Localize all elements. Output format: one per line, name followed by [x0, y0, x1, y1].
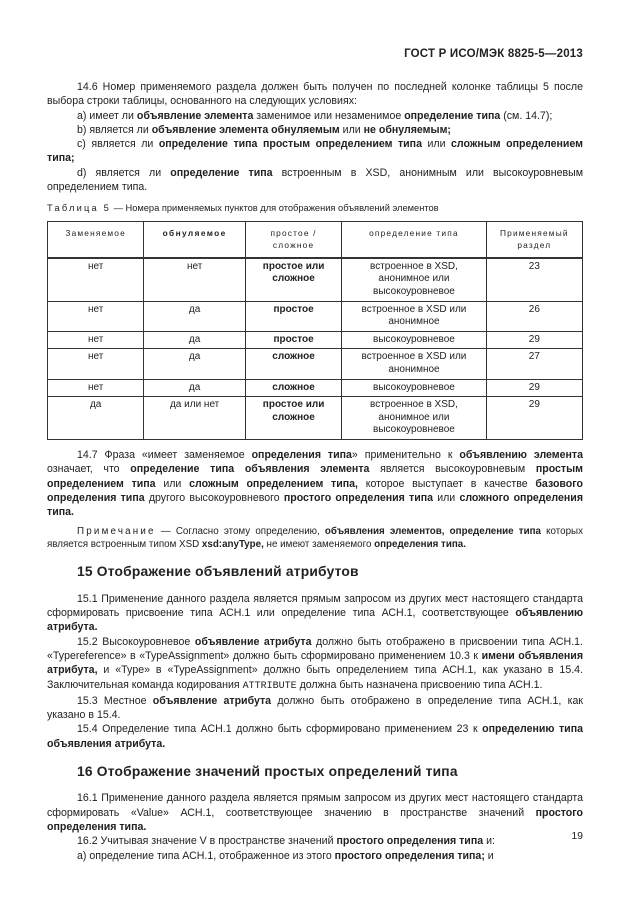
para-16-1: 16.1 Применение данного раздела является прямым запросом из других мест настоящего стандарта сформировать «Value» АСН.1, соответствующее значению в пространстве значений простого определения типа.	[47, 792, 583, 833]
table-cell: 23	[486, 258, 582, 301]
table-cell: да	[144, 379, 246, 397]
para-15-2: 15.2 Высокоуровневое объявление атрибута должно быть отображено в присвоении типа АСН.1. «Typereference» в «TypeAssignment» должно быть сформировано применением 10.3 к имени объявления атрибута, и «Type» в «TypeAssignment» должно быть определением типа АСН.1, как указано в 15.4. Заключительная команда кодирования ATTRIBUTE должна быть назначена присвоению типа АСН.1.	[47, 635, 583, 692]
section-heading-15: 15 Отображение объявлений атрибутов	[77, 564, 359, 580]
table-cell: нет	[48, 379, 144, 397]
para-15-3: 15.3 Местное объявление атрибута должно быть отображено в определение типа АСН.1, как указано в 15.4.	[47, 694, 583, 722]
table-cell: нет	[48, 349, 144, 379]
table-cell: простое или сложное	[245, 397, 341, 440]
table-row	[48, 331, 583, 349]
para-14-6: 14.6 Номер применяемого раздела должен быть получен по последней колонке таблицы 5 после выбора строки таблицы, основанного на следующих условиях:	[47, 81, 583, 108]
table-row	[48, 379, 583, 397]
table-row	[48, 349, 583, 379]
table-cell: нет	[48, 258, 144, 301]
table-cell: да	[144, 349, 246, 379]
table-cell: 29	[486, 331, 582, 349]
page-header: ГОСТ Р ИСО/МЭК 8825-5—2013	[404, 48, 583, 60]
table-cell: простое	[245, 301, 341, 331]
para-15-1: 15.1 Применение данного раздела является прямым запросом из других мест настоящего стандарта сформировать присвоение типа АСН.1 или определение типа АСН.1, соответствующее объявлению атрибута.	[47, 592, 583, 634]
col-header: обнуляемое	[144, 221, 246, 258]
table-cell: 27	[486, 349, 582, 379]
condition-a: а) имеет ли объявление элемента заменимое или незаменимое определение типа (см. 14.7);	[77, 109, 553, 122]
condition-c: с) является ли определение типа простым определением типа или сложным определением типа;	[47, 138, 583, 165]
table-cell: встроенное в XSD, анонимное или высокоуровневое	[342, 397, 486, 440]
para-16-2: 16.2 Учитывая значение V в пространстве значений простого определения типа и:	[77, 835, 495, 848]
table-cell: сложное	[245, 379, 341, 397]
table-cell: нет	[144, 258, 246, 301]
condition-b: b) является ли объявление элемента обнуляемым или не обнуляемым;	[77, 123, 451, 136]
table-caption: Таблица 5 — Номера применяемых пунктов для отображения объявлений элементов	[47, 203, 439, 214]
para-16-2-a: а) определение типа АСН.1, отображенное из этого простого определения типа; и	[77, 849, 494, 862]
table-row	[48, 258, 583, 301]
col-header: Заменяемое	[48, 221, 144, 258]
table-cell: встроенное в XSD или анонимное	[342, 349, 486, 379]
section-heading-16: 16 Отображение значений простых определений типа	[77, 764, 458, 780]
table-cell: встроенное в XSD или анонимное	[342, 301, 486, 331]
table-cell: нет	[48, 331, 144, 349]
table-header-row	[48, 221, 583, 258]
table-row	[48, 397, 583, 440]
page-content	[47, 80, 583, 863]
table-cell: сложное	[245, 349, 341, 379]
page-number: 19	[571, 830, 583, 842]
col-header: определение типа	[342, 221, 486, 258]
table-cell: простое	[245, 331, 341, 349]
condition-d: d) является ли определение типа встроенным в XSD, анонимным или высокоуровневым определением типа.	[47, 166, 583, 194]
table-cell: да	[144, 301, 246, 331]
table-5	[47, 221, 583, 440]
table-row	[48, 301, 583, 331]
para-14-7: 14.7 Фраза «имеет заменяемое определения типа» применительно к объявлению элемента означает, что определение типа объявления элемента является высокоуровневым простым определением типа или сложным определением типа, которое выступает в качестве базового определения типа другого высокоуровневого простого определения типа или сложного определения типа.	[47, 448, 584, 519]
para-15-4: 15.4 Определение типа АСН.1 должно быть сформировано применением 23 к определению типа объявления атрибута.	[47, 723, 583, 750]
table-cell: встроенное в XSD, анонимное или высокоуровневое	[342, 258, 486, 301]
table-cell: да	[144, 331, 246, 349]
table-cell: 26	[486, 301, 582, 331]
table-cell: да или нет	[144, 397, 246, 440]
table-cell: 29	[486, 397, 582, 440]
col-header: Применяемый раздел	[486, 221, 582, 258]
table-cell: 29	[486, 379, 582, 397]
table-cell: высокоуровневое	[342, 379, 486, 397]
table-cell: высокоуровневое	[342, 331, 486, 349]
table-cell: да	[48, 397, 144, 440]
table-cell: простое или сложное	[245, 258, 341, 301]
table-cell: нет	[48, 301, 144, 331]
col-header: простое / сложное	[245, 221, 341, 258]
note: Примечание — Согласно этому определению, объявления элементов, определение типа которых является встроенным типом XSD xsd:anyType, не имеют заменяемого определения типа.	[47, 526, 583, 551]
